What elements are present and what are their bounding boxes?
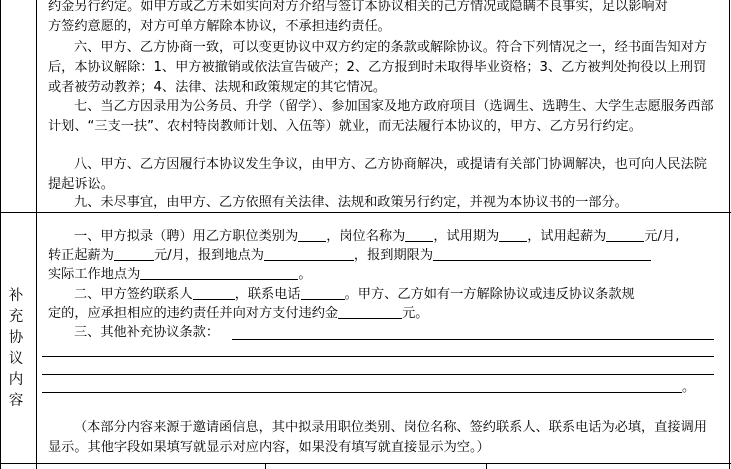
item2-line2: [48, 304, 429, 324]
clause-6: 六、甲方、乙方协商一致，可以变更协议中双方约定的条款或解除协议。符合下列情况之一，经书面告知对方后，本协议解除：1、甲方被撤销或依法宣告破产；2、乙方报到时未取得毕业资格；3、乙方被判处拘役以上刑罚或者被劳动教养；4、法律、法规和政策规定的其它情况。: [48, 40, 707, 95]
column-divider: [36, 0, 37, 469]
item1-line3: [48, 265, 312, 285]
side-label-char: 内: [8, 372, 24, 388]
item1-text-e: 元/月,: [644, 229, 680, 244]
bottom-cell-divider: [265, 463, 266, 469]
item1-text-j: 。: [298, 267, 312, 282]
contact-phone-blank[interactable]: [301, 285, 345, 300]
side-label-char: 充: [8, 309, 24, 325]
item1-text-a: 一、甲方拟录（聘）用乙方职位类别为: [74, 229, 299, 244]
report-deadline-blank[interactable]: [433, 246, 651, 261]
item1-line1: [74, 227, 679, 247]
other-terms-line[interactable]: [42, 374, 714, 375]
other-terms-line[interactable]: [42, 392, 682, 393]
item2-text-d: 定的，应承担相应的违约责任并向对方支付违约金: [48, 306, 339, 321]
table-left-border: [0, 0, 1, 469]
probation-salary-blank[interactable]: [606, 227, 644, 242]
other-terms-line[interactable]: [232, 339, 714, 340]
table-right-border: [729, 0, 730, 469]
report-location-blank[interactable]: [264, 246, 354, 261]
penalty-amount-blank[interactable]: [338, 304, 402, 319]
item2-line1: [74, 285, 635, 305]
side-label-char: 协: [8, 330, 24, 346]
item1-text-g: 元/月，报到地点为: [153, 248, 264, 263]
clause-9: 九、未尽事宜，由甲方、乙方依照有关法律、法规和政策另行约定，并视为本协议书的一部分。: [74, 195, 628, 210]
side-label-char: 议: [8, 351, 24, 367]
job-category-blank[interactable]: [298, 227, 326, 242]
item1-text-b: ，岗位名称为: [326, 229, 406, 244]
position-name-blank[interactable]: [405, 227, 433, 242]
side-label-char: 补: [8, 288, 24, 304]
clause-7: 七、当乙方因录用为公务员、升学（留学）、参加国家及地方政府项目（选调生、选聘生、大学生志愿服务西部计划、“三支一扶”、农村特岗教师计划、入伍等）就业，而无法履行本协议的，甲方、乙方另行约定。: [48, 99, 714, 134]
clause-8: 八、甲方、乙方因履行本协议发生争议，由甲方、乙方协商解决，或提请有关部门协调解决，也可向人民法院提起诉讼。: [48, 157, 707, 192]
regular-salary-blank[interactable]: [114, 246, 154, 261]
item2-text-e: 元。: [402, 306, 429, 321]
probation-period-blank[interactable]: [499, 227, 527, 242]
bottom-row-divider: [0, 463, 731, 464]
bottom-cell-divider-2: [486, 463, 487, 469]
item1-line2: [48, 246, 651, 266]
item1-text-h: ，报到期限为: [353, 248, 434, 263]
item1-text-c: ，试用期为: [433, 229, 500, 244]
item3-line1: [74, 323, 219, 343]
side-label-char: 容: [8, 393, 24, 409]
supplement-note: （本部分内容来源于邀请函信息，其中拟录用职位类别、岗位名称、签约联系人、联系电话为必填，直接调用显示。其他字段如果填写就显示对应内容，如果没有填写就直接显示为空。）: [48, 420, 707, 455]
item1-text-f: 转正起薪为: [48, 248, 114, 263]
contact-person-blank[interactable]: [193, 285, 235, 300]
item1-text-i: 实际工作地点为: [48, 267, 141, 282]
item2-text-b: ，联系电话: [234, 287, 301, 302]
item1-text-d: ，试用起薪为: [527, 229, 607, 244]
item2-text-c: 。甲方、乙方如有一方解除协议或违反协议条款规: [344, 287, 635, 302]
clause-5-continued-line1: 约金另行约定。如甲方或乙方未如实向对方介绍与签订本协议相关的己方情况或隐瞒不良事实，足以影响对: [48, 0, 668, 14]
other-terms-line[interactable]: [42, 356, 714, 357]
supplement-side-label: [8, 286, 24, 412]
work-location-blank[interactable]: [140, 265, 298, 280]
item3-text: 三、其他补充协议条款：: [74, 325, 220, 340]
clause-5-continued-line2: 方签约意愿的，对方可单方解除本协议，不承担违约责任。: [48, 19, 391, 34]
item2-text-a: 二、甲方签约联系人: [74, 287, 193, 302]
item3-end-mark: 。: [682, 380, 696, 395]
